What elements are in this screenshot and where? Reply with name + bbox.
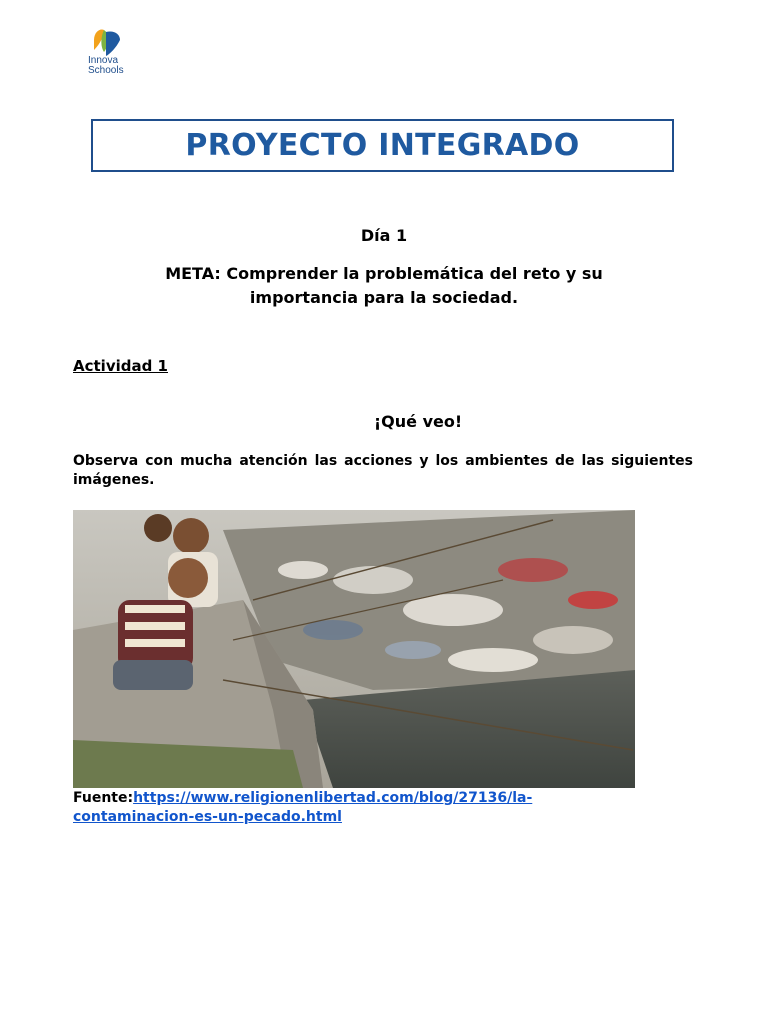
logo-line1: Innova bbox=[88, 55, 119, 66]
instructions-text: Observa con mucha atención las acciones y los ambientes de las siguientes imágenes. bbox=[73, 453, 693, 488]
activity-title: Actividad 1 bbox=[73, 357, 168, 375]
section-title: ¡Qué veo! bbox=[373, 412, 463, 431]
logo-line2: Schools bbox=[88, 65, 124, 76]
source-label: Fuente: bbox=[73, 790, 134, 806]
goal-text: META: Comprender la problemática del reto y su importancia para la sociedad. bbox=[165, 264, 603, 307]
day-heading: Día 1 bbox=[360, 226, 408, 245]
pollution-photo bbox=[73, 510, 635, 788]
title-box bbox=[91, 119, 674, 172]
logo-text bbox=[88, 56, 124, 76]
source-citation bbox=[73, 789, 633, 827]
source-link[interactable]: https://www.religionenlibertad.com/blog/27136/la-contaminacion-es-un-pecado.html bbox=[73, 790, 533, 825]
page-title: PROYECTO INTEGRADO bbox=[185, 128, 580, 163]
